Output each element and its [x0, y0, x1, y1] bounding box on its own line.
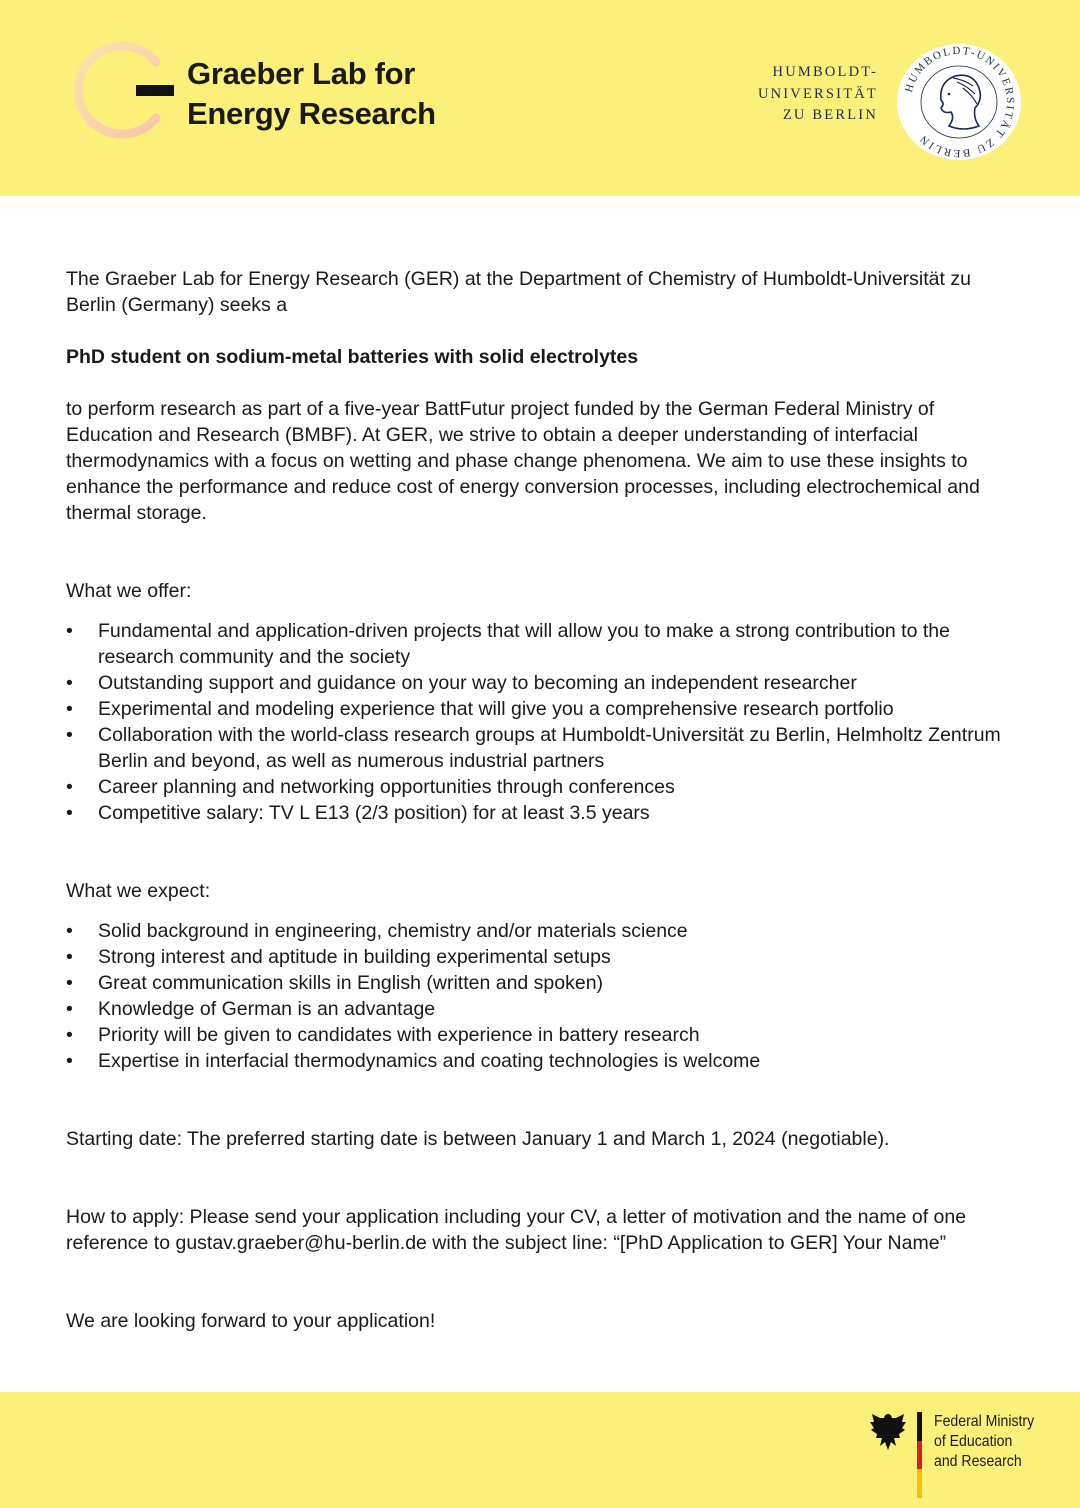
offer-list: [66, 618, 1026, 826]
flag-black: [917, 1412, 922, 1441]
list-item: [66, 996, 1026, 1022]
offer-item: Collaboration with the world-class research groups at Humboldt-Universität zu Berlin, Helmholtz Zentrum Berlin and beyond, as well as numerous industrial partners: [98, 724, 1001, 772]
german-flag-stripe: [917, 1412, 922, 1498]
list-item: [66, 774, 1026, 800]
offer-item: Fundamental and application-driven projects that will allow you to make a strong contribution to the research community and the society: [98, 620, 950, 668]
list-item: [66, 918, 1026, 944]
offer-item: Outstanding support and guidance on your way to becoming an independent researcher: [98, 672, 857, 694]
seal-text: HUMBOLDT-UNIVERSITÄT ZU BERLIN: [902, 44, 1017, 160]
list-item: [66, 944, 1026, 970]
bullet-icon: •: [66, 698, 73, 720]
bullet-icon: •: [66, 998, 73, 1020]
expect-item: Expertise in interfacial thermodynamics and coating technologies is welcome: [98, 1050, 761, 1072]
how-to-apply: How to apply: Please send your application including your CV, a letter of motivation and the name of one reference to gustav.graeber@hu-berlin.de with the subject line: “[PhD Application to GER] Your Name”: [66, 1206, 967, 1254]
expect-heading: What we expect:: [66, 880, 211, 902]
expect-item: Knowledge of German is an advantage: [98, 998, 436, 1020]
position-title: PhD student on sodium-metal batteries with solid electrolytes: [66, 346, 639, 368]
description-paragraph: to perform research as part of a five-year BattFutur project funded by the German Federal Ministry of Education and Research (BMBF). At GER, we strive to obtain a deeper understanding of interfacial thermodynamics with a focus on wetting and phase change phenomena. We aim to use these insights to enhance the performance and reduce cost of energy conversion processes, including electrochemical and thermal storage.: [66, 398, 980, 524]
ministry-name: [934, 1412, 1034, 1472]
list-item: [66, 722, 1026, 774]
intro-paragraph: The Graeber Lab for Energy Research (GER) at the Department of Chemistry of Humboldt-Universität zu Berlin (Germany) seeks a: [66, 268, 971, 316]
bullet-icon: •: [66, 672, 73, 694]
bullet-icon: •: [66, 972, 73, 994]
hu-seal-icon: [893, 42, 1025, 162]
list-item: [66, 618, 1026, 670]
university-line-2: UNIVERSITÄT: [757, 85, 878, 102]
expect-list: [66, 918, 1026, 1074]
list-item: [66, 970, 1026, 996]
lab-name-line-2: Energy Research: [187, 96, 436, 131]
ministry-line-1: Federal Ministry: [934, 1413, 1035, 1430]
bullet-icon: •: [66, 776, 73, 798]
ger-logo-icon: [64, 40, 174, 140]
bullet-icon: •: [66, 1024, 73, 1046]
federal-eagle-icon: [868, 1410, 908, 1454]
bullet-icon: •: [66, 620, 73, 642]
flag-gold: [917, 1469, 922, 1498]
lab-name-line-1: Graeber Lab for: [187, 56, 416, 91]
list-item: [66, 800, 1026, 826]
university-line-3: ZU BERLIN: [782, 107, 878, 123]
expect-item: Priority will be given to candidates with experience in battery research: [98, 1024, 700, 1046]
expect-item: Great communication skills in English (written and spoken): [98, 972, 604, 994]
university-line-1: HUMBOLDT-: [772, 64, 878, 80]
lab-name: [187, 54, 436, 134]
university-name: [758, 62, 878, 127]
expect-item: Strong interest and aptitude in building experimental setups: [98, 946, 611, 968]
starting-date: Starting date: The preferred starting date is between January 1 and March 1, 2024 (negotiable).: [66, 1128, 890, 1150]
list-item: [66, 1022, 1026, 1048]
ministry-line-3: and Research: [934, 1453, 1022, 1470]
bullet-icon: •: [66, 920, 73, 942]
ministry-line-2: of Education: [934, 1433, 1013, 1450]
closing-line: We are looking forward to your application!: [66, 1310, 436, 1332]
list-item: [66, 696, 1026, 722]
offer-heading: What we offer:: [66, 580, 192, 602]
bullet-icon: •: [66, 724, 73, 746]
bullet-icon: •: [66, 946, 73, 968]
bullet-icon: •: [66, 802, 73, 824]
flag-red: [917, 1441, 922, 1470]
job-posting: [66, 266, 1026, 1334]
list-item: [66, 670, 1026, 696]
offer-item: Competitive salary: TV L E13 (2/3 position) for at least 3.5 years: [98, 802, 650, 824]
list-item: [66, 1048, 1026, 1074]
offer-item: Experimental and modeling experience that will give you a comprehensive research portfolio: [98, 698, 894, 720]
expect-item: Solid background in engineering, chemistry and/or materials science: [98, 920, 688, 942]
bullet-icon: •: [66, 1050, 73, 1072]
offer-item: Career planning and networking opportunities through conferences: [98, 776, 675, 798]
